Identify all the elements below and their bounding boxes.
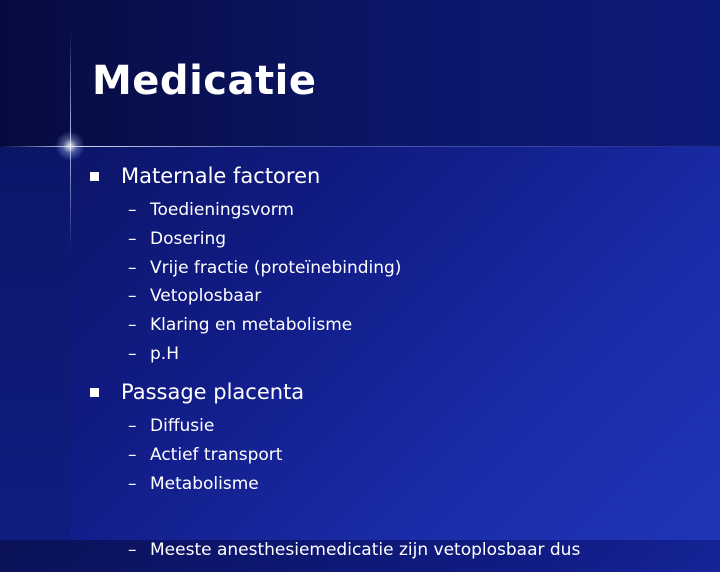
square-bullet-icon — [90, 388, 99, 397]
lens-flare-horizontal — [0, 146, 720, 147]
bullet-maternale-factoren — [88, 160, 708, 192]
list-item — [128, 253, 708, 282]
list-item — [128, 225, 708, 254]
list-item — [128, 282, 708, 311]
dash-bullet-icon: – — [128, 200, 137, 221]
list-item — [128, 339, 708, 368]
slide-content — [88, 160, 708, 572]
slide-title: Medicatie — [92, 58, 317, 104]
list-item — [128, 441, 708, 470]
square-bullet-icon — [90, 172, 99, 181]
left-band — [0, 147, 70, 540]
bullet-passage-placenta — [88, 376, 708, 408]
sub-item-label: Actief transport — [150, 445, 283, 466]
dash-bullet-icon: – — [128, 473, 137, 494]
dash-bullet-icon: – — [128, 257, 137, 278]
spacer — [88, 506, 708, 531]
sub-item-label: Vrije fractie (proteïnebinding) — [150, 257, 402, 278]
sub-item-label: Diffusie — [150, 416, 215, 437]
dash-bullet-icon: – — [128, 229, 137, 250]
sub-item-label: Klaring en metabolisme — [150, 315, 353, 336]
sub-item-label: p.H — [150, 343, 179, 364]
dash-bullet-icon: – — [128, 416, 137, 437]
sub-item-label: Meeste anesthesiemedicatie zijn vetoplosbaar dus — [150, 539, 581, 560]
list-item — [128, 470, 708, 499]
dash-bullet-icon: – — [128, 539, 137, 560]
list-item — [128, 311, 708, 340]
sub-list-passage-placenta — [88, 412, 708, 498]
dash-bullet-icon: – — [128, 445, 137, 466]
sub-item-label: Vetoplosbaar — [150, 286, 262, 307]
list-item — [128, 535, 708, 564]
list-item — [128, 196, 708, 225]
list-item — [128, 412, 708, 441]
sub-item-label: Dosering — [150, 229, 227, 250]
bullet-label: Passage placenta — [121, 380, 305, 405]
sub-list-maternale-factoren — [88, 196, 708, 368]
sub-item-label: Metabolisme — [150, 473, 259, 494]
sub-item-label: Toedieningsvorm — [150, 200, 294, 221]
lens-flare-glow — [55, 131, 85, 161]
dash-bullet-icon: – — [128, 286, 137, 307]
dash-bullet-icon: – — [128, 315, 137, 336]
dash-bullet-icon: – — [128, 343, 137, 364]
sub-list-trailing — [88, 535, 708, 564]
bullet-label: Maternale factoren — [121, 164, 321, 188]
